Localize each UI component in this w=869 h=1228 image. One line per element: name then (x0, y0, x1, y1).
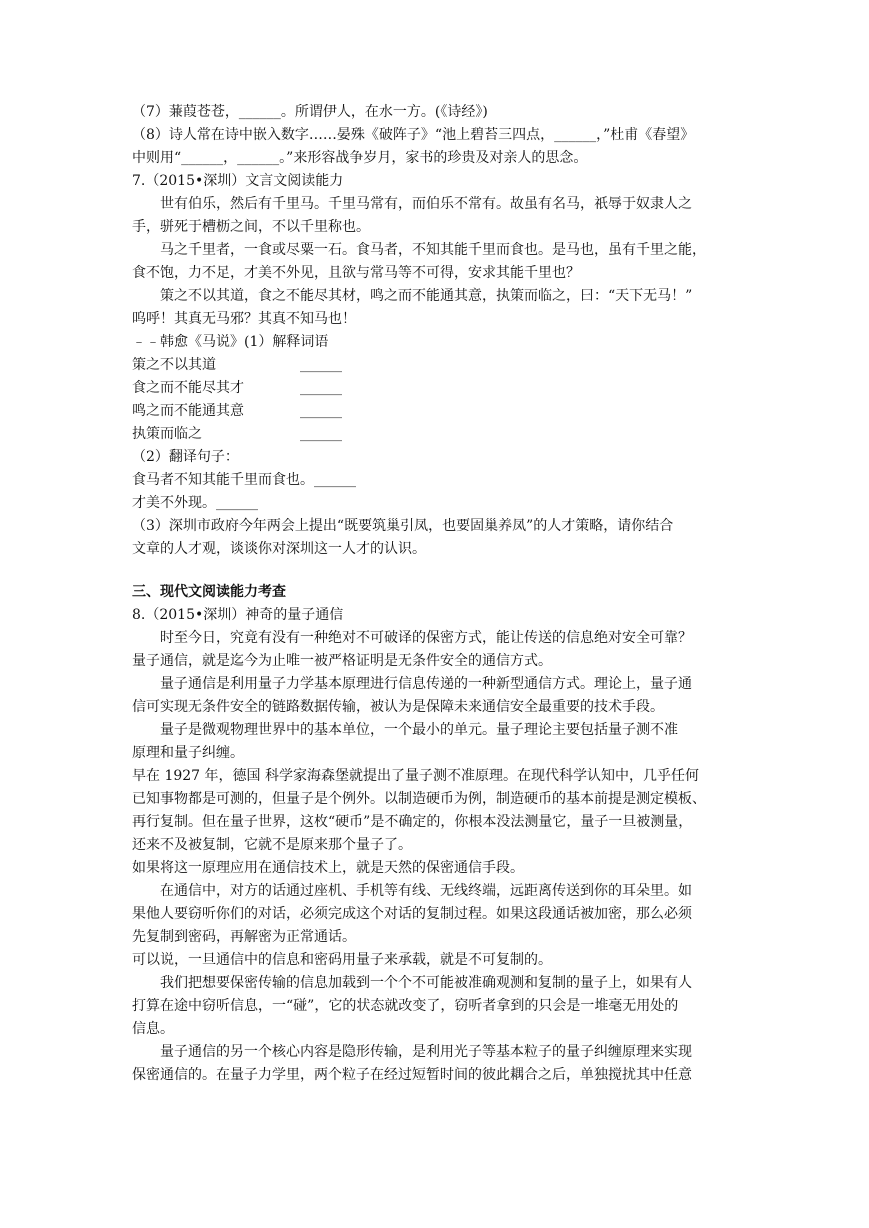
passage-source: ﹣﹣韩愈《马说》(1）解释词语 (132, 334, 329, 350)
question-7-3-line-2: 文章的人才观，谈谈你对深圳这一人才的认识。 (132, 541, 426, 557)
article-line: 先复制到密码，再解密为正常通话。 (132, 929, 356, 945)
article-line: 保密通信的。在量子力学里，两个粒子在经过短暂时间的彼此耦合之后，单独搅扰其中任意 (132, 1067, 692, 1083)
article-line: 原理和量子纠缠。 (132, 745, 244, 761)
article-line: 再行复制。但在量子世界，这枚“硬币”是不确定的，你根本没法测量它，量子一旦被测量， (132, 814, 693, 830)
answer-blank: ______ (300, 357, 342, 373)
article-line: 可以说，一旦通信中的信息和密码用量子来承载，就是不可复制的。 (132, 952, 552, 968)
passage-paragraph-3-line-1: 策之不以其道，食之不能尽其材，鸣之而不能通其意，执策而临之，曰：“天下无马！” (160, 288, 693, 304)
passage-paragraph-2-line-1: 马之千里者，一食或尽粟一石。食马者，不知其能千里而食也。是马也，虽有千里之能， (160, 242, 706, 258)
article-line: 还来不及被复制，它就不是原来那个量子了。 (132, 837, 412, 853)
question-7-3-line-1: （3）深圳市政府今年两会上提出“既要筑巢引凤，也要固巢养凤”的人才策略，请你结合 (132, 518, 674, 534)
article-line: 早在 1927 年，德国 科学家海森堡就提出了量子测不准原理。在现代科学认知中，几乎任何 (132, 768, 699, 784)
article-line: 已知事物都是可测的，但量子是个例外。以制造硬币为例，制造硬币的基本前提是测定模板、 (132, 791, 706, 807)
translate-sentence-2: 才美不外现。______ (132, 495, 258, 511)
term-text: 策之不以其道 (132, 357, 216, 373)
section-title: 三、现代文阅读能力考查 (132, 584, 286, 600)
passage-paragraph-3-line-2: 呜呼！其真无马邪？其真不知马也！ (132, 311, 356, 327)
article-line: 打算在途中窃听信息，一“碰”，它的状态就改变了，窃听者拿到的只会是一堆毫无用处的 (132, 998, 679, 1014)
term-text: 食之而不能尽其才 (132, 380, 244, 396)
article-line: 量子通信是利用量子力学基本原理进行信息传递的一种新型通信方式。理论上，量子通 (160, 676, 692, 692)
term-text: 执策而临之 (132, 426, 202, 442)
question-7-2-prompt: （2）翻译句子： (132, 449, 239, 465)
article-line: 量子通信，就是迄今为止唯一被严格证明是无条件安全的通信方式。 (132, 653, 552, 669)
article-line: 果他人要窃听你们的对话，必须完成这个对话的复制过程。如果这段通话被加密，那么必须 (132, 906, 692, 922)
article-line: 量子是微观物理世界中的基本单位，一个最小的单元。量子理论主要包括量子测不准 (160, 722, 678, 738)
article-line: 信息。 (132, 1021, 174, 1037)
question-7-header: 7.（2015•深圳）文言文阅读能力 (132, 173, 344, 189)
article-line: 我们把想要保密传输的信息加载到一个个不可能被准确观测和复制的量子上，如果有人 (160, 975, 692, 991)
article-line: 在通信中，对方的话通过座机、手机等有线、无线终端，远距离传送到你的耳朵里。如 (160, 883, 692, 899)
poetry-question-8-line-2: 中则用“______，______。”来形容战争岁月，家书的珍贵及对亲人的思念。 (132, 150, 588, 166)
article-body (132, 627, 742, 1087)
term-row (132, 377, 742, 400)
article-line: 量子通信的另一个核心内容是隐形传输，是利用光子等基本粒子的量子纠缠原理来实现 (160, 1044, 692, 1060)
translate-sentence-1: 食马者不知其能千里而食也。______ (132, 472, 356, 488)
term-row (132, 400, 742, 423)
term-row (132, 354, 742, 377)
poetry-question-8-line-1: （8）诗人常在诗中嵌入数字……晏殊《破阵子》“池上碧苔三四点，______，”杜甫《春望》 (132, 127, 695, 143)
passage-paragraph-1-line-1: 世有伯乐，然后有千里马。千里马常有，而伯乐不常有。故虽有名马，祇辱于奴隶人之 (160, 196, 692, 212)
term-row (132, 423, 742, 446)
document-page (132, 101, 742, 1087)
answer-blank: ______ (300, 403, 342, 419)
article-line: 如果将这一原理应用在通信技术上，就是天然的保密通信手段。 (132, 860, 524, 876)
article-line: 时至今日，究竟有没有一种绝对不可破译的保密方式，能让传送的信息绝对安全可靠？ (160, 630, 692, 646)
poetry-question-7: （7）蒹葭苍苍，______。所谓伊人，在水一方。(《诗经》) (132, 104, 488, 120)
passage-paragraph-1-line-2: 手，骈死于槽枥之间，不以千里称也。 (132, 219, 370, 235)
article-line: 信可实现无条件安全的链路数据传输，被认为是保障未来通信安全最重要的技术手段。 (132, 699, 664, 715)
answer-blank: ______ (300, 380, 342, 396)
term-text: 鸣之而不能通其意 (132, 403, 244, 419)
answer-blank: ______ (300, 426, 342, 442)
question-8-header: 8.（2015•深圳）神奇的量子通信 (132, 607, 344, 623)
passage-paragraph-2-line-2: 食不饱，力不足，才美不外见，且欲与常马等不可得，安求其能千里也？ (132, 265, 580, 281)
